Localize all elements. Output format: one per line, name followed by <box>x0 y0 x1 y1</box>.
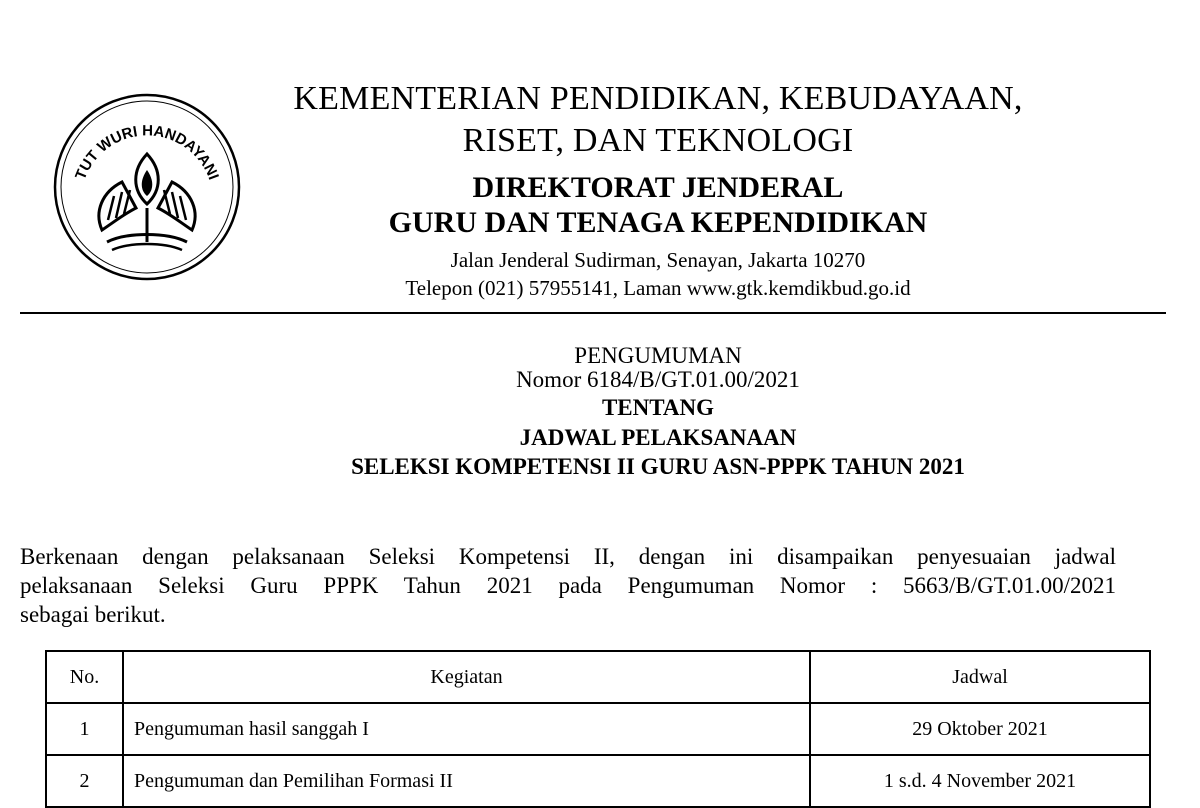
letterhead-divider <box>20 312 1166 314</box>
table-row <box>46 703 1150 755</box>
intro-line2: pelaksanaan Seleksi Guru PPPK Tahun 2021 pada Pengumuman Nomor : 5663/B/GT.01.00/2021 <box>20 573 1116 598</box>
table-header-row <box>46 651 1150 703</box>
intro-line3: sebagai berikut. <box>20 602 166 627</box>
ministry-name-line1: KEMENTERIAN PENDIDIKAN, KEBUDAYAAN, <box>293 80 1023 117</box>
row-number: 2 <box>46 755 123 807</box>
address-line: Jalan Jenderal Sudirman, Senayan, Jakarta 10270 <box>450 248 866 272</box>
row-date: 29 Oktober 2021 <box>810 703 1150 755</box>
row-activity: Pengumuman dan Pemilihan Formasi II <box>123 755 810 807</box>
svg-text:TUT WURI HANDAYANI: TUT WURI HANDAYANI <box>72 122 222 183</box>
announcement-number: Nomor 6184/B/GT.01.00/2021 <box>516 367 800 392</box>
announcement-label: PENGUMUMAN <box>574 343 742 368</box>
row-date: 1 s.d. 4 November 2021 <box>810 755 1150 807</box>
header-activity: Kegiatan <box>123 651 810 703</box>
table-row <box>46 755 1150 807</box>
row-activity: Pengumuman hasil sanggah I <box>123 703 810 755</box>
directorate-line2: GURU DAN TENAGA KEPENDIDIKAN <box>388 206 928 239</box>
header-date: Jadwal <box>810 651 1150 703</box>
row-number: 1 <box>46 703 123 755</box>
intro-line1: Berkenaan dengan pelaksanaan Seleksi Kompetensi II, dengan ini disampaikan penyesuaian jadwal <box>20 544 1116 569</box>
intro-paragraph <box>20 542 1116 629</box>
schedule-table <box>45 650 1151 808</box>
header-no: No. <box>46 651 123 703</box>
contact-line: Telepon (021) 57955141, Laman www.gtk.kemdikbud.go.id <box>405 276 911 300</box>
directorate-line1: DIREKTORAT JENDERAL <box>472 171 844 204</box>
announcement-about: TENTANG <box>601 395 715 420</box>
announcement-subject-line2: SELEKSI KOMPETENSI II GURU ASN-PPPK TAHUN 2021 <box>351 454 965 479</box>
ministry-name-line2: RISET, DAN TEKNOLOGI <box>462 122 854 159</box>
announcement-subject-line1: JADWAL PELAKSANAAN <box>519 425 797 450</box>
